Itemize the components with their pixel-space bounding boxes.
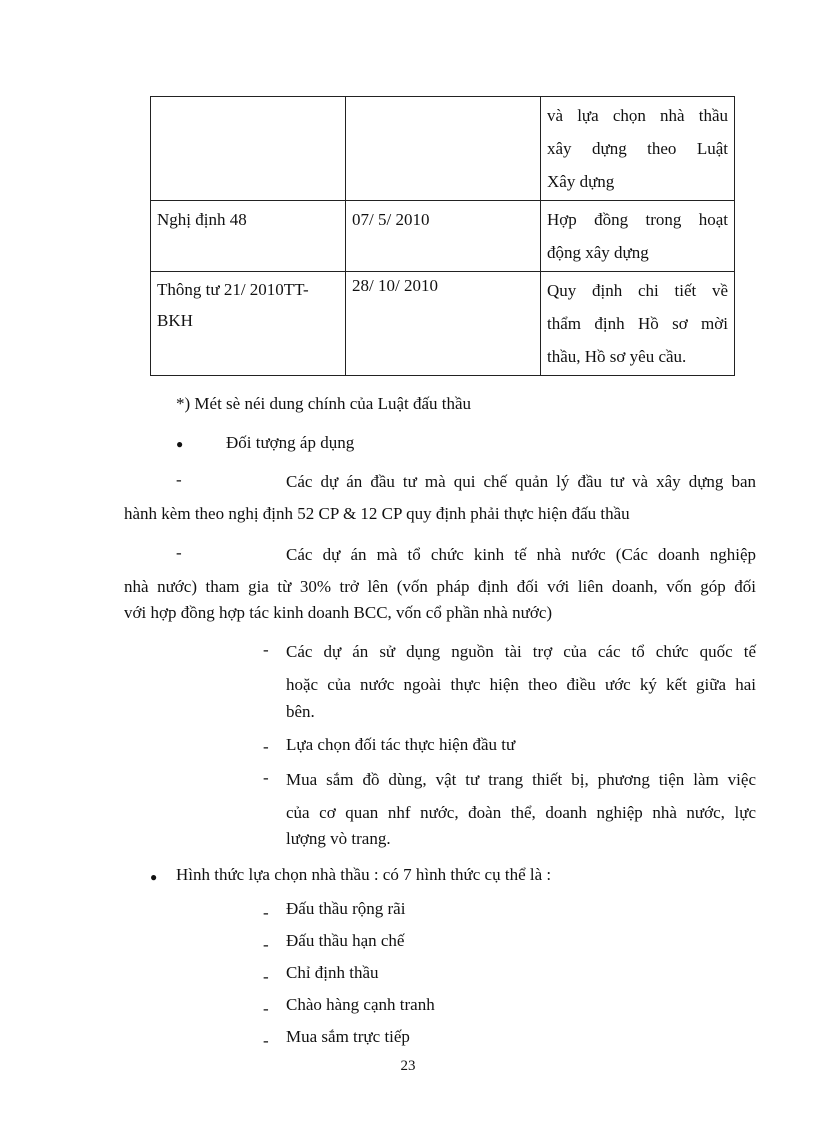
list-item-line: Các dự án mà tổ chức kinh tế nhà nước (Các doanh nghiệp [286, 545, 756, 564]
cell-line: thầu, Hồ sơ yêu cầu. [547, 347, 687, 366]
bullet-icon: ● [176, 437, 184, 451]
table-cell [346, 97, 541, 201]
cell-line: Xây dựng [547, 172, 615, 191]
list-item-line: lượng vò trang. [286, 829, 391, 848]
table-row [151, 272, 735, 376]
list-dash: - [176, 543, 182, 562]
list-dash: - [263, 935, 269, 954]
list-dash: - [263, 967, 269, 986]
list-dash: - [263, 903, 269, 922]
list-item-line: với hợp đồng hợp tác kinh doanh BCC, vốn cổ phần nhà nước) [124, 603, 553, 622]
bullet-icon: ● [150, 870, 158, 884]
cell-line: Thông tư 21/ 2010TT- [157, 280, 309, 299]
cell-line: động xây dựng [547, 243, 649, 262]
table-cell: 28/ 10/ 2010 [346, 272, 541, 376]
list-item-line: bên. [286, 702, 315, 721]
cell-line: Hợp đồng trong hoạt [547, 210, 728, 229]
list-item: Đấu thầu rộng rãi [286, 899, 406, 918]
list-dash: - [263, 999, 269, 1018]
cell-line: xây dựng theo Luật [547, 139, 728, 158]
list-item-line: Các dự án đầu tư mà qui chế quản lý đầu tư và xây dựng ban [286, 472, 756, 491]
table-cell [541, 201, 735, 272]
table-row [151, 97, 735, 201]
cell-line: và lựa chọn nhà thầu [547, 106, 728, 125]
table-row [151, 201, 735, 272]
list-item: Mua sắm trực tiếp [286, 1027, 410, 1046]
bullet-heading: Hình thức lựa chọn nhà thầu : có 7 hình thức cụ thể là : [176, 865, 552, 884]
cell-line: Quy định chi tiết về [547, 281, 728, 300]
table-cell: 07/ 5/ 2010 [346, 201, 541, 272]
list-item-line: của cơ quan nhf nước, đoàn thể, doanh nghiệp nhà nước, lực [286, 803, 756, 822]
table-cell [541, 272, 735, 376]
list-item: Chỉ định thầu [286, 963, 379, 982]
list-item-line: hoặc của nước ngoài thực hiện theo điều ước ký kết giữa hai [286, 675, 756, 694]
list-item-line: Lựa chọn đối tác thực hiện đầu tư [286, 735, 516, 754]
table-cell [151, 201, 346, 272]
table-cell [541, 97, 735, 201]
cell-line: thẩm định Hồ sơ mời [547, 314, 728, 333]
bullet-heading: Đối tượng áp dụng [226, 433, 355, 452]
list-item: Đấu thầu hạn chế [286, 931, 405, 950]
cell-line: Nghị định 48 [157, 210, 247, 229]
cell-line: BKH [157, 311, 193, 330]
page-number: 23 [400, 1058, 416, 1074]
table-cell [151, 97, 346, 201]
table-cell [151, 272, 346, 376]
list-item: Chào hàng cạnh tranh [286, 995, 435, 1014]
list-item-line: nhà nước) tham gia từ 30% trở lên (vốn pháp định đối với liên doanh, vốn góp đối [124, 577, 756, 596]
list-item-line: hành kèm theo nghị định 52 CP & 12 CP quy định phải thực hiện đấu thầu [124, 504, 630, 523]
list-dash: - [176, 470, 182, 489]
list-item-line: Các dự án sử dụng nguồn tài trợ của các tổ chức quốc tế [286, 642, 756, 661]
list-dash: - [263, 1031, 269, 1050]
list-item-line: Mua sắm đồ dùng, vật tư trang thiết bị, phương tiện làm việc [286, 770, 756, 789]
list-dash: - [263, 737, 269, 756]
list-dash: - [263, 768, 269, 787]
regulations-table [150, 96, 735, 376]
section-intro: *) Mét sè néi dung chính của Luật đấu thầu [176, 394, 472, 413]
list-dash: - [263, 640, 269, 659]
